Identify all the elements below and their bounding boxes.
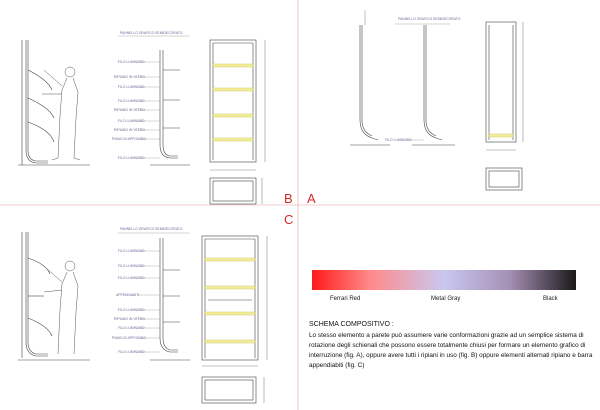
annotation-labels: [112, 17, 461, 354]
panel-c-label-6: RIPIANO IN VETRO: [114, 317, 145, 321]
color-gradient-bar: [312, 270, 576, 290]
panel-c-shelves: [205, 258, 255, 343]
panel-c-drawing-title: PANNELLO GRAFICO SEMIDECORATO: [120, 227, 183, 231]
panel-b-label-6: FILO LUMINOSO: [118, 119, 145, 123]
panel-c-plan: [202, 377, 264, 403]
panel-b-front: [210, 40, 265, 170]
panel-a-drawing-title: PANNELLO GRAFICO SEMIDECORATO: [398, 17, 461, 21]
human-figure-c: [44, 261, 78, 354]
section-letter-a: A: [307, 191, 316, 206]
panel-a-section: [395, 24, 455, 145]
color-label-ferrari-red: Ferrari Red: [330, 296, 361, 302]
panel-c-label-1: FILO LUMINOSO: [118, 249, 145, 253]
human-figure: [42, 67, 80, 160]
panel-b-shelves: [213, 64, 253, 141]
panel-b-label-1: FILO LUMINOSO: [118, 60, 145, 64]
panel-b-plan: [210, 178, 262, 204]
panel-c-side-profile: [18, 232, 90, 360]
panel-b-side-profile: [18, 40, 90, 165]
panel-c-front: [202, 236, 267, 366]
color-label-black: Black: [543, 296, 558, 302]
panel-b-label-9: FILO LUMINOSO: [118, 156, 145, 160]
schema-description: Lo stesso elemento a parete può assumere varie conformazioni grazie ad un semplice sistema di rotazione degli schienali che possono essere totalmente chiusi per formare un elemento grafico di interruzione (fig. A), oppure avere tutti i ripiani in uso (fig. B) oppure elementi alternati ripiano e barra appendiabiti (fig. C): [309, 332, 593, 369]
color-label-metal-gray: Metal Gray: [431, 296, 461, 302]
panel-b-label-4: FILO LUMINOSO: [118, 99, 145, 103]
panel-c-label-4: APPENDIABITI: [116, 293, 140, 297]
panel-a-front: [486, 22, 523, 150]
panel-b-label-5: RIPIANO IN VETRO: [114, 108, 145, 112]
panel-a-shelf: [489, 134, 513, 137]
panel-c-label-5: FILO LUMINOSO: [118, 308, 145, 312]
panel-a-side-profile: [350, 10, 390, 145]
panel-a-label-1: FILO LUMINOSO: [385, 138, 412, 142]
panel-b-label-7: RIPIANO IN VETRO: [114, 128, 145, 132]
panel-b-label-2: RIPIANO IN VETRO: [114, 75, 145, 79]
panel-a-drawing: [350, 10, 523, 190]
section-letter-b: B: [284, 191, 293, 206]
panel-c-label-2: FILO LUMINOSO: [118, 264, 145, 268]
panel-c-label-7: FILO LUMINOSO: [118, 326, 145, 330]
panel-c-label-9: FILO LUMINOSO: [118, 350, 145, 354]
schema-title: SCHEMA COMPOSITIVO :: [309, 321, 394, 328]
panel-b-label-8: PIANO DI APPOGGIO: [112, 137, 146, 141]
panel-c-label-3: FILO LUMINOSO: [118, 276, 145, 280]
panel-a-plan: [486, 168, 522, 190]
panel-b-drawing-title: PANNELLO GRAFICO SEMIDECORATO: [120, 31, 183, 35]
panel-c-label-8: PIANO DI APPOGGIO: [112, 336, 146, 340]
panel-b-label-3: FILO LUMINOSO: [118, 85, 145, 89]
section-letter-c: C: [284, 212, 294, 227]
